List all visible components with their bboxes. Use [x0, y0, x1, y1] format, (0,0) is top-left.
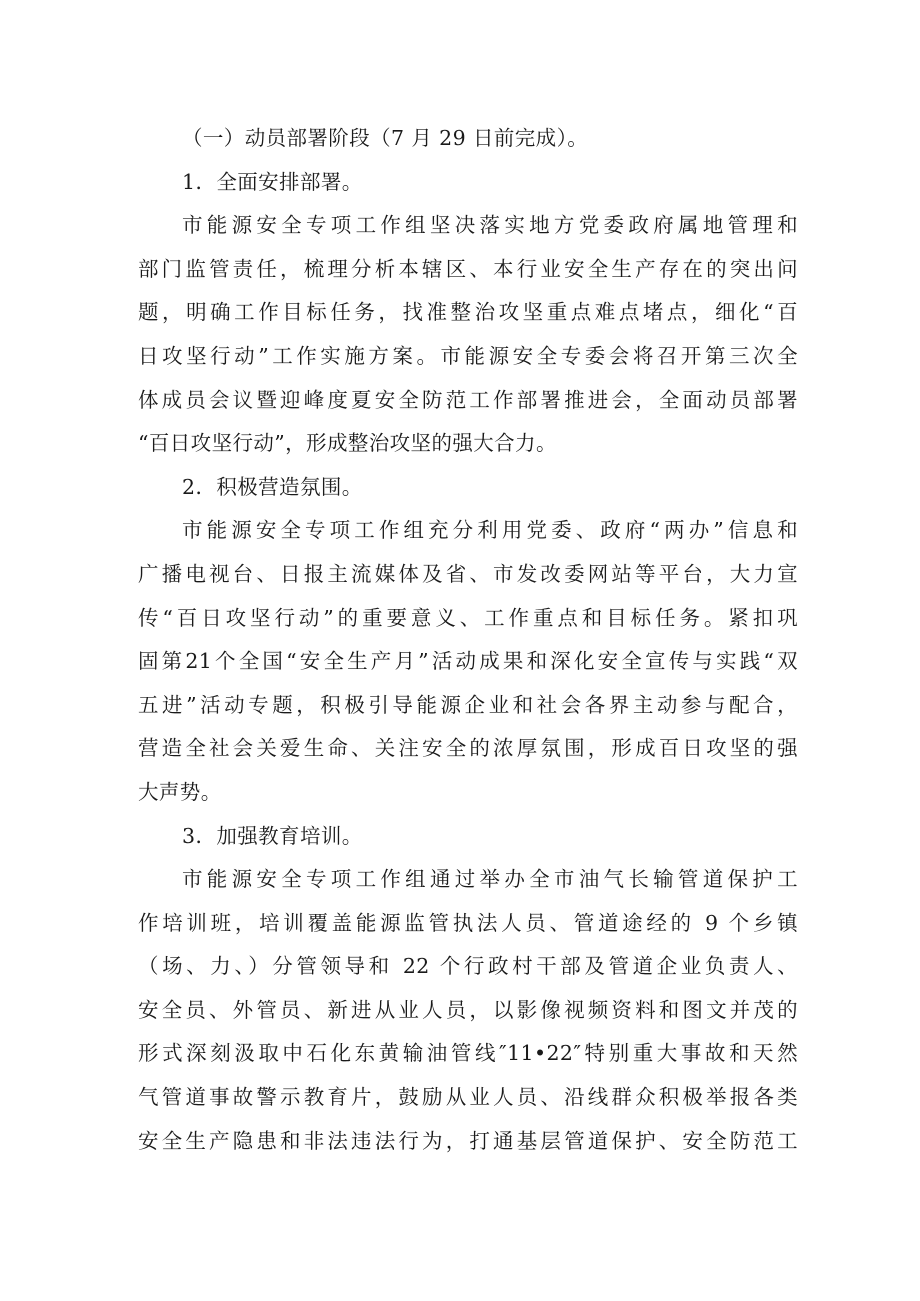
paragraph-line: 安全员、外管员、新进从业人员，以影像视频资料和图文并茂的 [138, 997, 798, 1022]
paragraph-line: （场、力、）分管领导和 22 个行政村干部及管道企业负责人、 [138, 954, 798, 979]
subheading-2: 2．积极营造氛围。 [182, 474, 363, 499]
paragraph-line: 形式深刻汲取中石化东黄输油管线″11•22″特别重大事故和天然 [138, 1041, 798, 1066]
section-heading: （一）动员部署阶段（7 月 29 日前完成）。 [182, 126, 589, 150]
subheading-3: 3．加强教育培训。 [182, 823, 363, 848]
paragraph-line: 题，明确工作目标任务，找准整治攻坚重点难点堵点，细化“百 [138, 300, 798, 325]
document-body [138, 117, 798, 1163]
paragraph-line: 固第21个全国“安全生产月”活动成果和深化安全宣传与实践“双 [138, 649, 798, 674]
paragraph-line: 市能源安全专项工作组充分利用党委、政府“两办”信息和 [182, 518, 798, 543]
paragraph-line: 五进”活动专题，积极引导能源企业和社会各界主动参与配合， [138, 692, 798, 717]
paragraph-line: 气管道事故警示教育片，鼓励从业人员、沿线群众积极举报各类 [138, 1085, 798, 1110]
paragraph-line: 营造全社会关爱生命、关注安全的浓厚氛围，形成百日攻坚的强 [138, 736, 798, 761]
paragraph-line: 作培训班，培训覆盖能源监管执法人员、管道途经的 9 个乡镇 [138, 910, 798, 935]
subheading-1: 1．全面安排部署。 [182, 169, 363, 194]
paragraph-line: 传“百日攻坚行动”的重要意义、工作重点和目标任务。紧扣巩 [138, 605, 798, 630]
paragraph-line: 安全生产隐患和非法违法行为，打通基层管道保护、安全防范工 [138, 1128, 798, 1153]
paragraph-line: 大声势。 [138, 779, 222, 804]
paragraph-line: 广播电视台、日报主流媒体及省、市发改委网站等平台，大力宣 [138, 561, 798, 586]
paragraph-line: 部门监管责任，梳理分析本辖区、本行业安全生产存在的突出问 [138, 256, 798, 281]
paragraph-line: 市能源安全专项工作组通过举办全市油气长输管道保护工 [182, 867, 798, 892]
paragraph-line: 市能源安全专项工作组坚决落实地方党委政府属地管理和 [182, 213, 798, 238]
paragraph-line: “百日攻坚行动”，形成整治攻坚的强大合力。 [138, 431, 557, 456]
paragraph-line: 体成员会议暨迎峰度夏安全防范工作部署推进会，全面动员部署 [138, 387, 798, 412]
paragraph-line: 日攻坚行动”工作实施方案。市能源安全专委会将召开第三次全 [138, 343, 798, 368]
